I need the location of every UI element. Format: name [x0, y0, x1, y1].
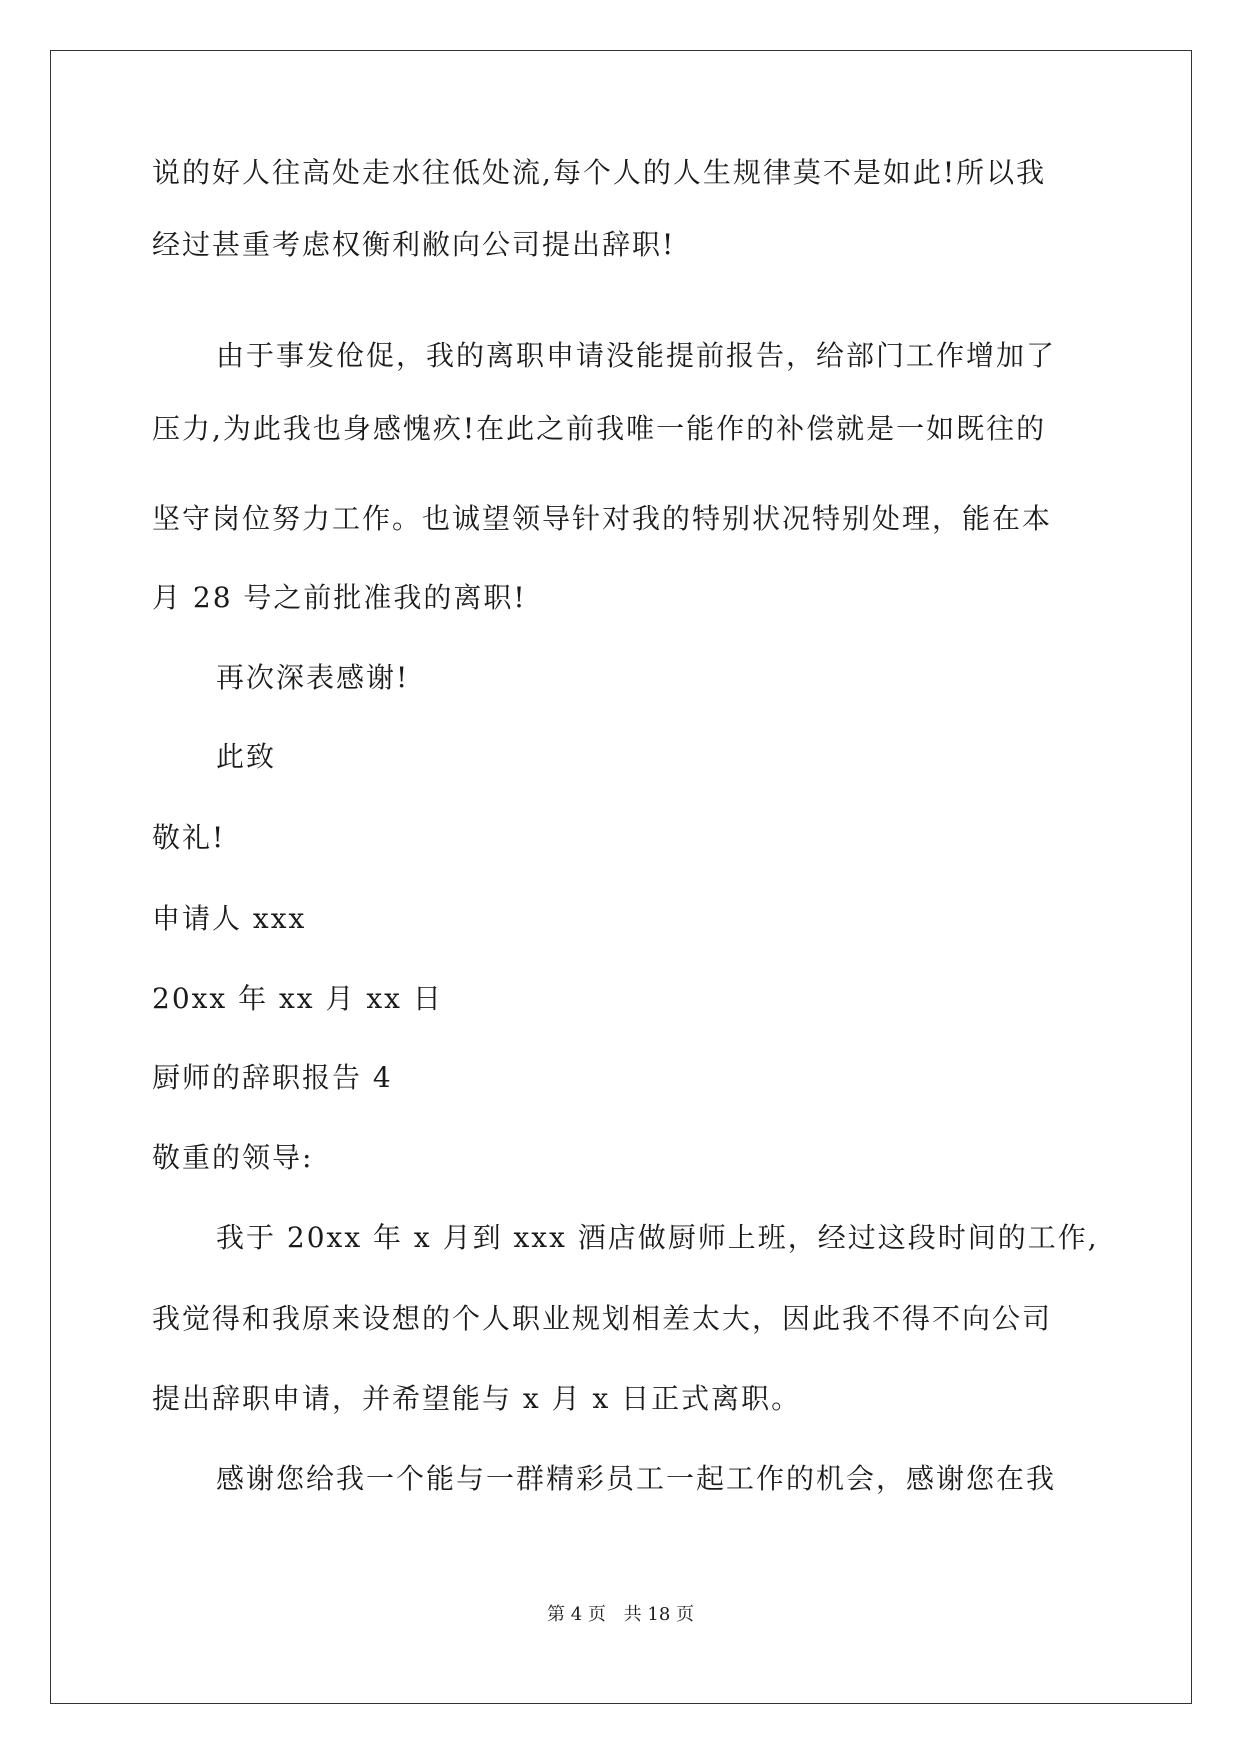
text-line: 说的好人往高处走水往低处流,每个人的人生规律莫不是如此!所以我: [152, 156, 1047, 189]
text-line: 压力,为此我也身感愧疚!在此之前我唯一能作的补偿就是一如既往的: [152, 412, 1047, 445]
text-line: 经过甚重考虑权衡利敝向公司提出辞职!: [152, 228, 676, 261]
text-line: 此致: [216, 740, 277, 773]
heading: 厨师的辞职报告 4: [152, 1061, 393, 1094]
text-line: 敬礼!: [152, 821, 226, 854]
text-line: 申请人 xxx: [152, 902, 307, 935]
text-line: 由于事发伧促，我的离职申请没能提前报告，给部门工作增加了: [216, 339, 1057, 372]
text-line: 再次深表感谢!: [216, 661, 410, 694]
text-line: 我觉得和我原来设想的个人职业规划相差太大，因此我不得不向公司: [152, 1302, 1053, 1335]
text-line: 感谢您给我一个能与一群精彩员工一起工作的机会，感谢您在我: [216, 1462, 1057, 1495]
text-line: 提出辞职申请，并希望能与 x 月 x 日正式离职。: [152, 1382, 802, 1415]
salutation: 敬重的领导:: [152, 1141, 314, 1174]
page-border: [50, 50, 1192, 1704]
text-line: 我于 20xx 年 x 月到 xxx 酒店做厨师上班，经过这段时间的工作,: [216, 1221, 1099, 1254]
text-line: 月 28 号之前批准我的离职!: [152, 581, 527, 614]
total-pages: 共 18 页: [623, 1604, 694, 1625]
text-line: 20xx 年 xx 月 xx 日: [152, 982, 443, 1015]
text-line: 坚守岗位努力工作。也诚望领导针对我的特别状况特别处理，能在本: [152, 502, 1053, 535]
page-number: 第 4 页: [547, 1604, 606, 1625]
page-footer: [0, 1603, 1241, 1627]
